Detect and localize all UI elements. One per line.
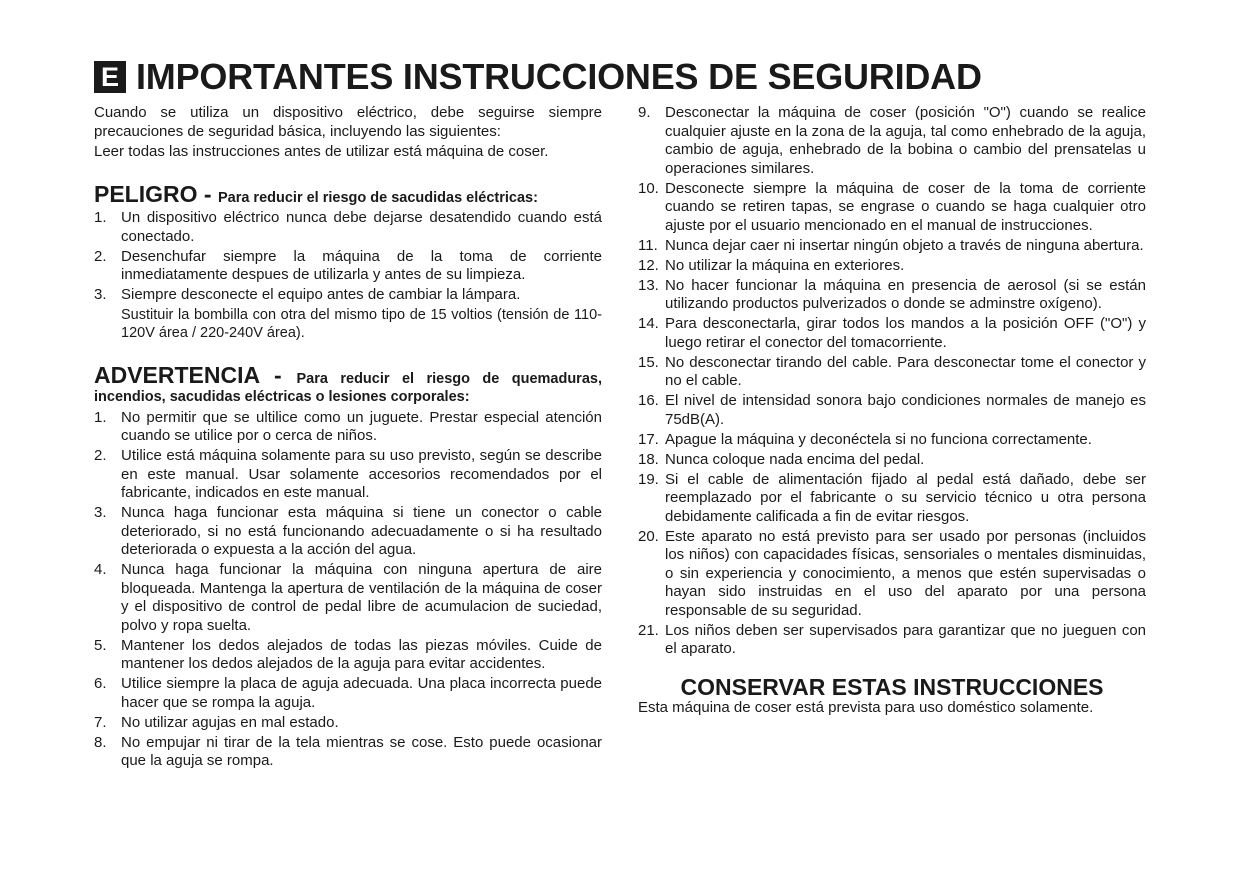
item-text: No desconectar tirando del cable. Para desconectar tome el conector y no el cable.: [665, 353, 1146, 389]
item-number: 4.: [94, 561, 107, 578]
item-text: No permitir que se ultilice como un juguete. Prestar especial atención cuando se utilice por o cerca de niños.: [121, 408, 602, 444]
item-number: 8.: [94, 733, 107, 751]
item-text: Apague la máquina y deconéctela si no funciona correctamente.: [665, 430, 1092, 448]
item-number: 20.: [638, 527, 659, 545]
item-number: 6.: [94, 675, 107, 692]
item-text: El nivel de intensidad sonora bajo condiciones normales de manejo es 75dB(A).: [665, 392, 1146, 428]
advertencia-title: ADVERTENCIA -: [94, 361, 297, 388]
list-item: [638, 257, 1146, 276]
item-text: Nunca haga funcionar la máquina con ninguna apertura de aire bloqueada. Mantenga la apertura de ventilación de la máquina de coser y el dispositivo de control de pedal libre de acumulacion de suciedad, polvo y ropa suelta.: [121, 561, 602, 634]
peligro-title: PELIGRO -: [94, 180, 218, 207]
item-number: 15.: [638, 353, 659, 371]
item-text: Nunca haga funcionar esta máquina si tiene un conector o cable deteriorado, si no está funcionando adecuadamente o si ha resultado deteriorada o expuesta a la acción del agua.: [121, 504, 602, 558]
list-item: [94, 409, 602, 446]
item-text: No utilizar agujas en mal estado.: [121, 713, 339, 731]
item-number: 2.: [94, 247, 107, 265]
page-header: [94, 56, 982, 98]
item-text: No hacer funcionar la máquina en presencia de aerosol (si se están utilizando productos pulverizados o donde se adminstre oxígeno).: [665, 276, 1146, 312]
item-text: Desconectar la máquina de coser (posición "O") cuando se realice cualquier ajuste en la zona de la aguja, tal como enhebrado de la aguja, cambio de aguja, enhebrado de la bobina o cambio del prensatelas u operaciones similares.: [665, 104, 1146, 177]
language-badge: E: [94, 61, 126, 93]
page-title: IMPORTANTES INSTRUCCIONES DE SEGURIDAD: [136, 56, 982, 97]
item-number: 14.: [638, 315, 659, 332]
item-text: Un dispositivo eléctrico nunca debe dejarse desatendido cuando está conectado.: [121, 209, 602, 245]
list-item: [94, 248, 602, 285]
list-item: [94, 561, 602, 635]
item-number: 18.: [638, 450, 659, 468]
item-number: 5.: [94, 636, 107, 654]
list-item: [94, 504, 602, 560]
list-item: [638, 528, 1146, 621]
item-number: 7.: [94, 713, 107, 731]
item-text: Utilice está máquina solamente para su uso previsto, según se describe en este manual. Usar solamente accesorios recomendados por el fabricante, indicados en este manual.: [121, 447, 602, 501]
item-number: 2.: [94, 447, 107, 464]
peligro-subtitle: Para reducir el riesgo de sacudidas eléctricas:: [217, 189, 538, 206]
left-column: [94, 104, 602, 772]
right-column: [638, 104, 1146, 718]
item-number: 12.: [638, 256, 659, 274]
item-number: 11.: [638, 236, 658, 254]
list-item: [94, 209, 602, 246]
item-text: Para desconectarla, girar todos los mandos a la posición OFF ("O") y luego retirar el conector del tomacorriente.: [665, 315, 1146, 351]
list-item: [638, 104, 1146, 178]
item-text: Nunca coloque nada encima del pedal.: [665, 450, 925, 468]
list-item: [638, 277, 1146, 314]
item-number: 13.: [638, 276, 659, 294]
list-item: [638, 451, 1146, 470]
list-item: [94, 447, 602, 503]
list-item: [638, 237, 1146, 256]
peligro-heading: [94, 180, 602, 208]
item-number: 16.: [638, 392, 659, 409]
list-item: [638, 354, 1146, 391]
list-item: [94, 637, 602, 674]
item-text: Si el cable de alimentación fijado al pedal está dañado, debe ser reemplazado por el fabricante o su servicio técnico u otra persona debidamente calificada a fin de evitar riesgos.: [665, 470, 1146, 525]
item-note: Sustituir la bombilla con otra del mismo tipo de 15 voltios (tensión de 110-120V área / 220-240V área).: [121, 306, 602, 341]
continued-list: [638, 104, 1146, 659]
conserve-heading: CONSERVAR ESTAS INSTRUCCIONES: [680, 673, 1104, 700]
peligro-list: [94, 209, 602, 343]
item-number: 10.: [638, 179, 659, 197]
item-text: Los niños deben ser supervisados para garantizar que no jueguen con el aparato.: [665, 621, 1146, 657]
item-text: No empujar ni tirar de la tela mientras se cose. Esto puede ocasionar que la aguja se rompa.: [121, 733, 602, 769]
list-item: [94, 675, 602, 712]
list-item: [638, 180, 1146, 236]
item-number: 3.: [94, 286, 107, 303]
advertencia-subtitle: Para reducir el riesgo de quemaduras, incendios, sacudidas eléctricas o lesiones corporales:: [94, 370, 602, 405]
list-item: [638, 431, 1146, 450]
item-text: No utilizar la máquina en exteriores.: [665, 256, 905, 274]
item-text: Este aparato no está previsto para ser usado por personas (incluidos los niños) con capacidades físicas, sensoriales o mentales disminuidas, o sin experiencia y conocimiento, a menos que estén supervisadas o hayan sido instruidas en el uso del aparato por una persona responsable de su seguridad.: [665, 527, 1146, 619]
intro-paragraph: Cuando se utiliza un dispositivo eléctrico, debe seguirse siempre precauciones de seguridad básica, incluyendo las siguientes:: [94, 104, 602, 140]
list-item: [94, 734, 602, 771]
list-item: [638, 392, 1146, 429]
domestic-use-note: Esta máquina de coser está prevista para uso doméstico solamente.: [638, 699, 1094, 716]
list-item: [94, 286, 602, 343]
item-text: Mantener los dedos alejados de todas las piezas móviles. Cuide de mantener los dedos alejados de la aguja para evitar accidentes.: [121, 636, 602, 672]
item-number: 1.: [94, 209, 107, 226]
item-text: Utilice siempre la placa de aguja adecuada. Una placa incorrecta puede hacer que se rompa la aguja.: [121, 675, 602, 711]
item-number: 19.: [638, 470, 659, 488]
item-number: 21.: [638, 621, 659, 639]
intro-read-all: Leer todas las instrucciones antes de utilizar está máquina de coser.: [94, 143, 549, 160]
item-number: 17.: [638, 430, 659, 448]
item-number: 9.: [638, 104, 651, 121]
item-number: 3.: [94, 504, 107, 521]
item-text: Desenchufar siempre la máquina de la toma de corriente inmediatamente despues de utilizarla y antes de su limpieza.: [121, 247, 602, 283]
advertencia-list: [94, 409, 602, 771]
item-text: Nunca dejar caer ni insertar ningún objeto a través de ninguna abertura.: [665, 236, 1144, 254]
item-text: Siempre desconecte el equipo antes de cambiar la lámpara.: [121, 286, 521, 303]
advertencia-heading: [94, 361, 602, 407]
item-text: Desconecte siempre la máquina de coser de la toma de corriente cuando se retiren tapas, se engrase o cuando se haga cualquier otro ajuste por el usuario mencionado en el manual de instrucciones.: [665, 179, 1146, 234]
list-item: [94, 714, 602, 733]
list-item: [638, 315, 1146, 352]
list-item: [638, 471, 1146, 527]
item-number: 1.: [94, 408, 107, 426]
list-item: [638, 622, 1146, 659]
